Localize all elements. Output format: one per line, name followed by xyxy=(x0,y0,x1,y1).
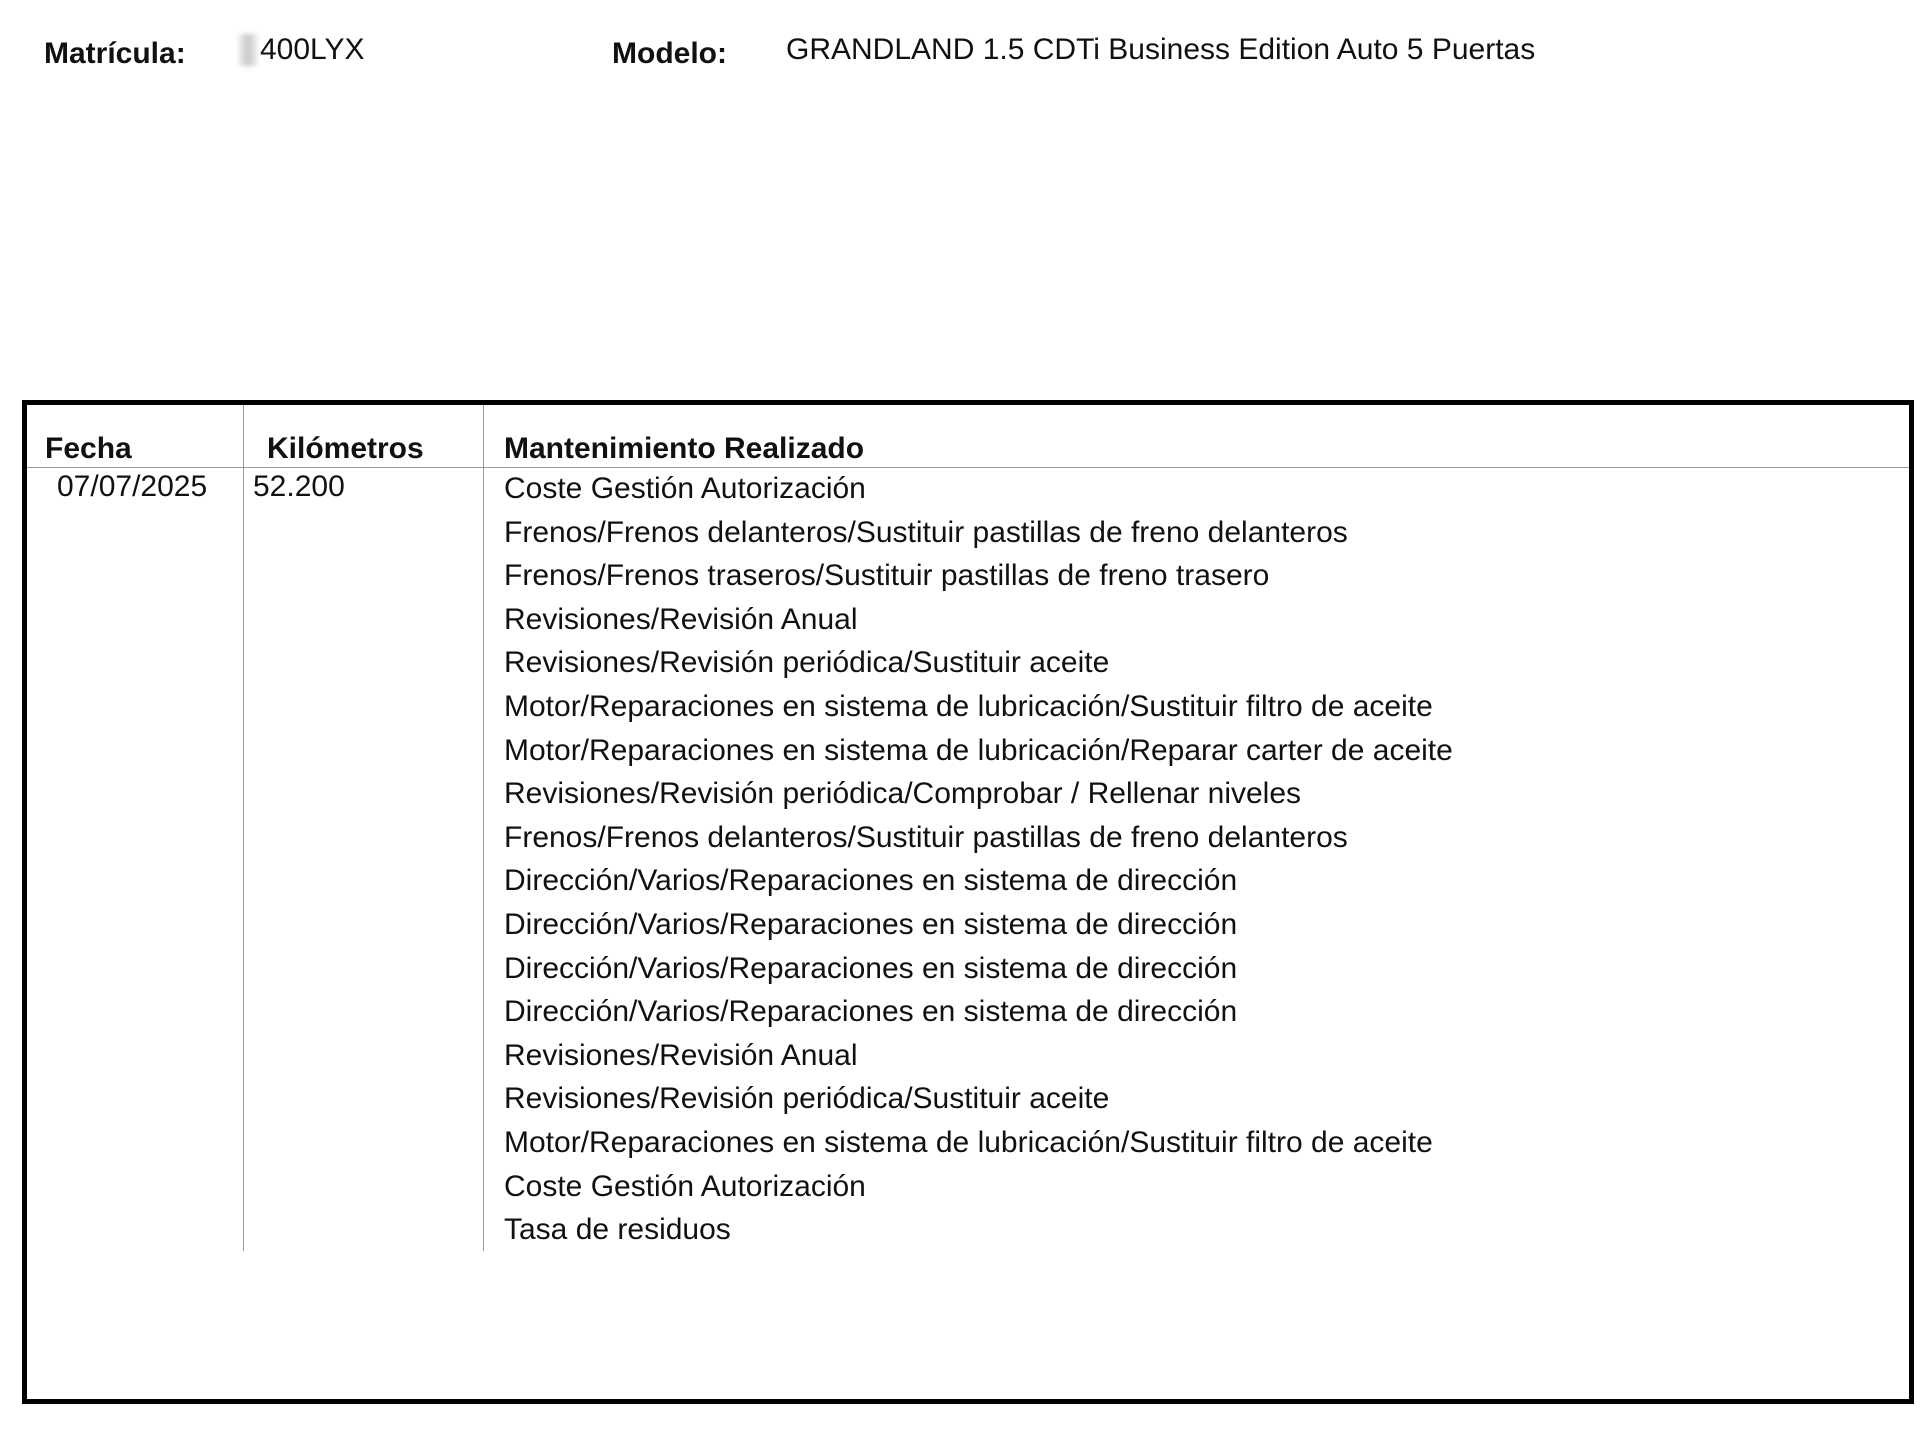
row-date: 07/07/2025 xyxy=(57,470,208,503)
column-divider xyxy=(483,405,484,1251)
plate-label: Matrícula: xyxy=(44,37,186,70)
maintenance-item: Frenos/Frenos traseros/Sustituir pastillas de freno trasero xyxy=(504,559,1270,593)
row-kilometers: 52.200 xyxy=(253,470,345,503)
maintenance-item: Revisiones/Revisión Anual xyxy=(504,602,858,636)
maintenance-item: Revisiones/Revisión periódica/Sustituir aceite xyxy=(504,646,1110,680)
model-label: Modelo: xyxy=(612,37,727,70)
maintenance-item: Frenos/Frenos delanteros/Sustituir pastillas de freno delanteros xyxy=(504,820,1348,854)
plate-number: 400LYX xyxy=(260,33,365,66)
maintenance-item: Revisiones/Revisión Anual xyxy=(504,1038,858,1072)
maintenance-item: Motor/Reparaciones en sistema de lubricación/Reparar carter de aceite xyxy=(504,733,1453,767)
maintenance-item: Coste Gestión Autorización xyxy=(504,472,866,505)
maintenance-item: Frenos/Frenos delanteros/Sustituir pastillas de freno delanteros xyxy=(504,515,1348,549)
column-header-kilometros: Kilómetros xyxy=(267,432,424,465)
maintenance-item: Dirección/Varios/Reparaciones en sistema de dirección xyxy=(504,864,1238,898)
plate-value xyxy=(238,32,365,68)
column-divider xyxy=(243,405,244,1251)
redacted-plate-prefix xyxy=(238,34,258,66)
maintenance-table xyxy=(22,400,1914,1404)
maintenance-item: Dirección/Varios/Reparaciones en sistema de dirección xyxy=(504,951,1238,985)
maintenance-item: Tasa de residuos xyxy=(504,1213,731,1247)
model-value: GRANDLAND 1.5 CDTi Business Edition Auto 5 Puertas xyxy=(786,33,1536,66)
maintenance-item: Motor/Reparaciones en sistema de lubricación/Sustituir filtro de aceite xyxy=(504,689,1433,723)
maintenance-item: Coste Gestión Autorización xyxy=(504,1169,866,1203)
column-header-mantenimiento: Mantenimiento Realizado xyxy=(504,432,865,465)
maintenance-item: Dirección/Varios/Reparaciones en sistema de dirección xyxy=(504,995,1238,1029)
maintenance-item: Revisiones/Revisión periódica/Sustituir aceite xyxy=(504,1082,1110,1116)
column-header-fecha: Fecha xyxy=(45,432,132,465)
maintenance-item: Dirección/Varios/Reparaciones en sistema de dirección xyxy=(504,907,1238,941)
maintenance-item: Revisiones/Revisión periódica/Comprobar / Rellenar niveles xyxy=(504,777,1302,811)
maintenance-items-list xyxy=(504,471,1453,1256)
maintenance-item: Motor/Reparaciones en sistema de lubricación/Sustituir filtro de aceite xyxy=(504,1125,1433,1159)
header-rule xyxy=(27,467,1909,468)
